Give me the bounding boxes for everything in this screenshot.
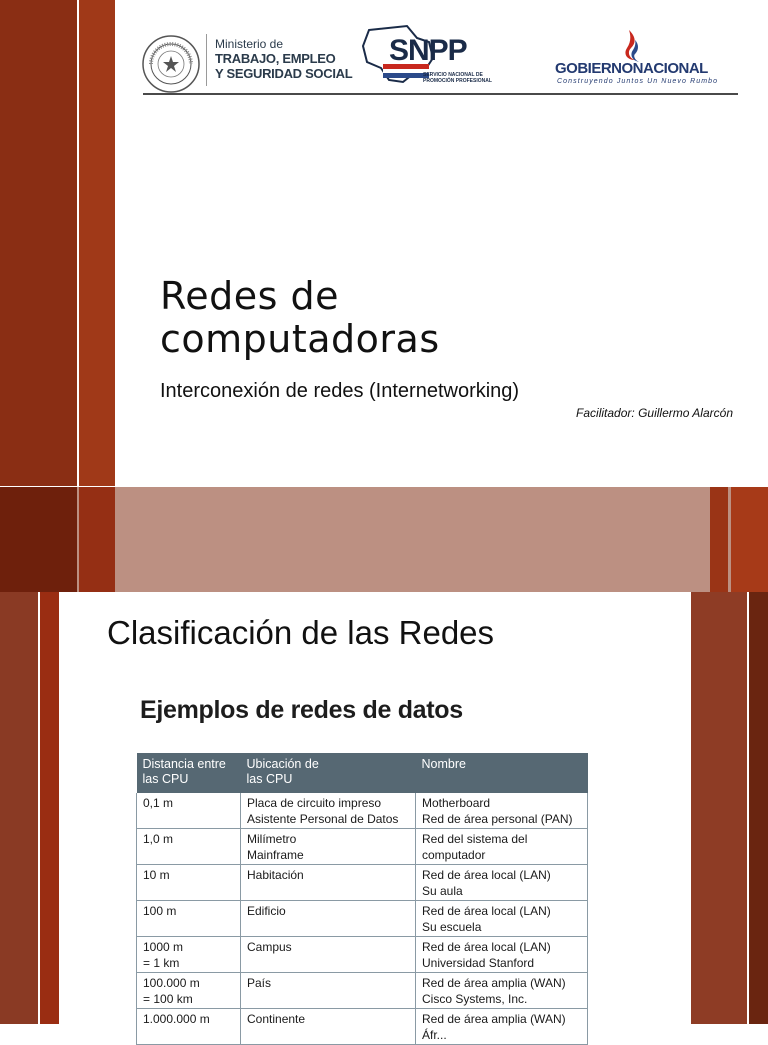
cell-distance (137, 901, 241, 937)
paraguay-seal-icon (141, 34, 201, 94)
cell-distance (137, 793, 241, 829)
cell-name-line: Red de área amplia (WAN) (422, 976, 566, 990)
ministry-line-3: Y SEGURIDAD SOCIAL (215, 66, 353, 81)
cell-location-line: Placa de circuito impreso (247, 796, 382, 810)
header-distance-line-1: Distancia entre (142, 757, 226, 771)
cell-location-line: Habitación (247, 868, 304, 882)
cell-location (241, 973, 416, 1009)
table-header-row (137, 753, 588, 793)
network-examples-table (136, 753, 588, 1045)
cell-name-line: Cisco Systems, Inc. (422, 992, 528, 1006)
cell-location-line: Continente (247, 1012, 306, 1026)
cell-distance-line: 100 m (143, 904, 177, 918)
cell-distance-line: 1,0 m (143, 832, 174, 846)
cell-name-line: Su aula (422, 884, 463, 898)
header-location-line-1: Ubicación de (246, 757, 319, 771)
cell-location-line: Campus (247, 940, 292, 954)
cell-name-line: Universidad Stanford (422, 956, 535, 970)
bottom-strip (0, 487, 768, 592)
logo-underline (143, 93, 738, 95)
cell-name (416, 865, 588, 901)
cell-location-line: Asistente Personal de Datos (247, 812, 399, 826)
cell-name-line: Red de área local (LAN) (422, 868, 551, 882)
cell-distance (137, 1009, 241, 1045)
logo-separator (206, 34, 207, 86)
header-name (416, 753, 588, 793)
bottom-strip-right-block (710, 487, 728, 592)
slide-title: Clasificación de las Redes (107, 614, 495, 651)
table-row (137, 937, 588, 973)
header-distance-line-2: las CPU (142, 772, 189, 786)
cell-location (241, 937, 416, 973)
snpp-subtitle-line-2: PROMOCIÓN PROFESIONAL (423, 78, 492, 84)
cell-name-line: Áfr... (422, 1028, 447, 1042)
left-band-dark (0, 592, 38, 1024)
bottom-strip-left-block (0, 487, 77, 592)
facilitator-credit: Facilitador: Guillermo Alarcón (576, 406, 733, 420)
cell-name (416, 937, 588, 973)
table-row (137, 793, 588, 829)
content-slide (0, 592, 768, 1042)
table-body (137, 793, 588, 1045)
presentation-subtitle: Interconexión de redes (Internetworking) (160, 380, 520, 402)
cell-distance (137, 973, 241, 1009)
cell-distance-line: = 1 km (143, 956, 180, 970)
cell-location-line: Milímetro (247, 832, 297, 846)
cell-distance-line: = 100 km (143, 992, 193, 1006)
cell-name (416, 1009, 588, 1045)
table-row (137, 829, 588, 865)
gobierno-nacional-logo (553, 30, 738, 90)
cell-distance (137, 829, 241, 865)
cell-distance (137, 865, 241, 901)
snpp-subtitle (423, 72, 503, 84)
snpp-subtitle-line-1: SERVICIO NACIONAL DE (423, 72, 483, 78)
cell-location (241, 865, 416, 901)
right-band-mid (691, 592, 747, 1024)
flame-icon (621, 30, 643, 62)
bottom-strip-right-block-2 (731, 487, 768, 592)
ministry-line-2: TRABAJO, EMPLEO (215, 51, 336, 66)
cell-name (416, 901, 588, 937)
snpp-logo (359, 20, 499, 90)
table-row (137, 1009, 588, 1045)
slide-subtitle: Ejemplos de redes de datos (140, 696, 463, 724)
table-row (137, 973, 588, 1009)
cell-distance-line: 10 m (143, 868, 170, 882)
cell-name-line: Su escuela (422, 920, 482, 934)
cell-name (416, 973, 588, 1009)
cell-distance-line: 0,1 m (143, 796, 174, 810)
table-row (137, 901, 588, 937)
cell-name-line: Red del sistema del (422, 832, 528, 846)
cell-distance-line: 100.000 m (143, 976, 200, 990)
cell-distance-line: 1000 m (143, 940, 184, 954)
cell-name-line: Red de área local (LAN) (422, 940, 551, 954)
header-location-line-2: las CPU (246, 772, 293, 786)
cell-location-line: Edificio (247, 904, 286, 918)
cell-name-line: Red de área personal (PAN) (422, 812, 573, 826)
cell-name (416, 793, 588, 829)
cell-location (241, 829, 416, 865)
cell-distance (137, 937, 241, 973)
cell-location (241, 1009, 416, 1045)
bottom-strip-left-block-2 (79, 487, 115, 592)
header-location (241, 753, 416, 793)
gobierno-wordmark: GOBIERNONACIONAL (555, 60, 708, 77)
left-band-mid (40, 592, 59, 1024)
cell-distance-line: 1.000.000 m (143, 1012, 210, 1026)
cell-location (241, 793, 416, 829)
title-line-2: computadoras (160, 317, 440, 361)
table-row (137, 865, 588, 901)
gobierno-slogan: Construyendo Juntos Un Nuevo Rumbo (557, 78, 719, 85)
header-distance (137, 753, 241, 793)
cell-location-line: País (247, 976, 272, 990)
cell-location (241, 901, 416, 937)
ministry-logo (215, 38, 355, 81)
cell-location-line: Mainframe (247, 848, 304, 862)
cell-name-line: Red de área local (LAN) (422, 904, 551, 918)
cell-name-line: computador (422, 848, 486, 862)
ministry-line-1: Ministerio de (215, 37, 284, 51)
cell-name-line: Red de área amplia (WAN) (422, 1012, 566, 1026)
cell-name (416, 829, 588, 865)
title-line-1: Redes de (160, 274, 339, 318)
cell-name-line: Motherboard (422, 796, 491, 810)
presentation-title (160, 275, 700, 361)
right-band-dark (749, 592, 768, 1024)
logo-header (133, 20, 738, 100)
snpp-wordmark: SNPP (389, 34, 467, 67)
header-name-line-1: Nombre (421, 757, 466, 771)
